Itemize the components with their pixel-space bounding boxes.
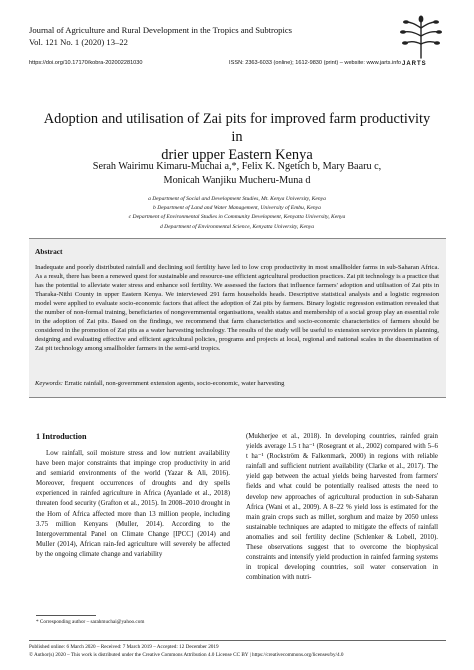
journal-name: Journal of Agriculture and Rural Development in the Tropics and Subtropics — [29, 25, 293, 35]
logo-text: JARTS — [402, 61, 427, 67]
abstract-text: Inadequate and poorly distributed rainfall and declining soil fertility have led to low crop productivity in most smallholder farms in sub-Saharan Africa. As a result, there has been a renewed quest for sustainable and resource-use efficient agricultural production practices. Zai pit technology is a practice that has the potential to alleviate water stress and enhance soil fertility. We assessed the factors that influence farmers' adoption and utilisation of Zai pits in Tharaka-Nithi County in upper Eastern Kenya. We interviewed 291 farm households heads. Descriptive statistical analysis and a logistic regression model were applied to evaluate socio-economic factors that affect the adoption of Zai pits by farmers. Binary logistic regression estimation revealed that the number of non-formal training, beneficiaries of nongovernmental organisations, wealth status and membership of a social group play an essential role in the adoption of Zai pits. Based on the findings, we recommend that farm characteristics and socio-economic characteristics of farmers should be considered in the promotion of Zai pits as a water harvesting technology. The results of the study will be useful to extension service providers in planning, designing and evaluating effective and efficient agricultural policies, programs and projects at local, regional and national scales in the dissemination of Zai pit technology among smallholder farmers in the semi-arid tropics. — [35, 264, 439, 352]
section-heading: 1 Introduction — [36, 432, 87, 441]
journal-volume: Vol. 121 No. 1 (2020) 13–22 — [29, 36, 128, 47]
license-line: © Author(s) 2020 – This work is distributed under the Creative Commons Attribution 4.0 License CC BY | https://creativecommons.org/licenses/by/4.0 — [29, 652, 344, 658]
jarts-logo-icon — [398, 14, 444, 62]
keywords-text: Erratic rainfall, non-government extension agents, socio-economic, water harvesting — [64, 380, 285, 387]
doi-line — [29, 60, 401, 66]
intro-column-right: (Mukherjee et al., 2018). In developing countries, rainfed grain yields average 1.5 t ha⁻¹ (Rosegrant et al., 2002) compared with 5–6 t ha⁻¹ (Rockström & Falkenmark, 2000) in regions with reliable rainfall and sufficient nutrient availability (Clarke et al., 2017). The yield gap between the actual yields being harvested from farmers' fields and what could be potentially realised attests the need to develop new approaches of agricultural production in sub-Saharan Africa (Wani et al., 2009). A 8–22 % yield loss is estimated for the main grain crops such as millet, sorghum and maize by 2050 unless sustainable techniques are adapted to mitigate the effects of rainfall anomalies and soil fertility decline (Schlenker & Lobell, 2010). These observations suggest that to overcome the biophysical constraints and intensify yield production in rainfed farming systems in tropical developing countries, soil water conservation in combination with nutri- — [246, 433, 438, 582]
footnote-divider — [36, 615, 96, 616]
doi-link[interactable]: https://doi.org/10.17170/kobra-202002281030 — [29, 60, 143, 66]
title-line: Adoption and utilisation of Zai pits for improved farm productivity in — [43, 111, 431, 145]
issn-text: ISSN: 2363-6033 (online); 1612-9830 (print) – website: www.jarts.info — [229, 60, 401, 66]
author-line: Serah Wairimu Kimaru-Muchai a,*, Felix K. Ngetich b, Mary Baaru c, — [92, 161, 382, 172]
affiliation: d Department of Environmental Science, Kenyatta University, Kenya — [159, 223, 315, 230]
author-line: Monicah Wanjiku Mucheru-Muna d — [163, 174, 311, 186]
author-list — [40, 160, 434, 187]
abstract-box — [29, 238, 446, 398]
title-line: drier upper Eastern Kenya — [161, 147, 313, 163]
abstract-heading: Abstract — [35, 247, 63, 256]
affiliation: a Department of Social and Development Studies, Mt. Kenya University, Kenya — [148, 196, 326, 202]
publication-dates: Published online: 6 March 2020 – Received: 7 March 2019 – Accepted: 12 December 2019 — [29, 644, 219, 650]
paper-title — [40, 110, 434, 164]
intro-column-left: Low rainfall, soil moisture stress and low nutrient availability have been major constraints that impinge crop productivity in arid and semiarid environments of the world (Yazar & Ali, 2016). Moreover, frequent occurrences of droughts and dry spells experienced in rainfed agriculture in Africa (Ayanlade et al., 2018) threaten food security (Grafton et al., 2015). In 2008–2010 drought in the Horn of Africa affected more than 13 million people, including 3.75 million Kenyans (Muller, 2014). According to the Intergovernmental Panel on Climate Change [IPCC] (2014) and Muller (2014), African rain-fed agriculture will severely be affected by the ongoing climate change and variability — [36, 450, 230, 558]
publication-info — [29, 643, 446, 659]
affiliation: c Department of Environmental Studies in Community Development, Kenyatta University, Kenya — [128, 214, 346, 221]
keywords — [35, 380, 439, 387]
affiliations — [40, 195, 434, 232]
bottom-divider — [29, 640, 446, 641]
affiliation: b Department of Land and Water Management, University of Embu, Kenya — [153, 205, 321, 212]
corresponding-author-footnote: * Corresponding author – sarahmuchai@yahoo.com — [36, 619, 145, 625]
journal-header — [29, 25, 292, 48]
keywords-label: Keywords: — [35, 380, 63, 387]
